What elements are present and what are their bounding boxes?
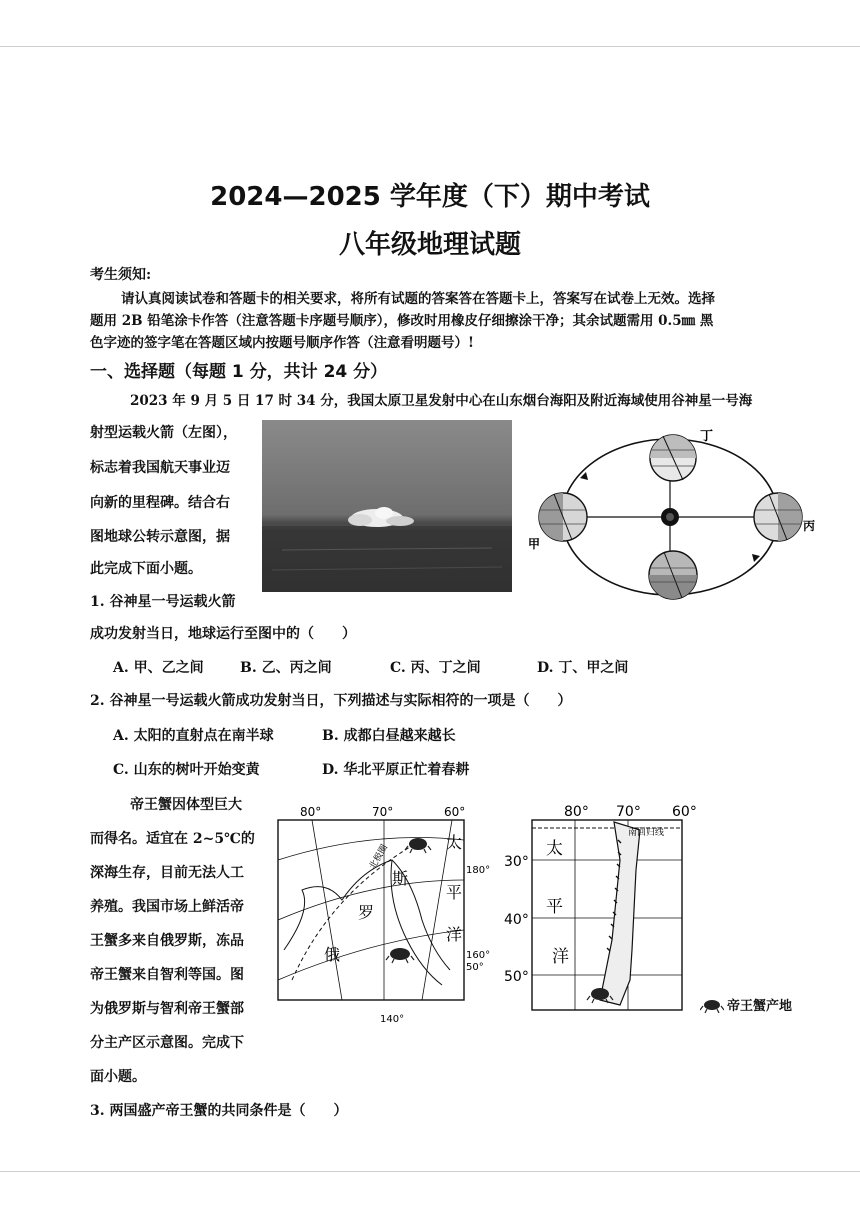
- exam-subtitle: 八年级地理试题: [338, 230, 521, 260]
- king-crab-icon: [700, 997, 724, 1013]
- russia-lat-50: 50°: [466, 962, 484, 973]
- earth-orbit-diagram: [528, 420, 828, 620]
- russia-char-e: 俄: [324, 945, 341, 964]
- russia-char-ping: 平: [446, 883, 463, 902]
- earth-ding: [650, 435, 696, 481]
- q1-option-d: D. 丁、甲之间: [537, 660, 629, 676]
- chile-crab-map: [500, 800, 705, 1015]
- q2-option-b: B. 成都白昼越来越长: [322, 728, 456, 744]
- passage2-line: 分主产区示意图。完成下: [90, 1035, 244, 1051]
- orbit-label-jia: 甲: [528, 537, 541, 551]
- q1-stem-a: 1. 谷神星一号运载火箭: [90, 594, 236, 610]
- notice-label: 考生须知:: [90, 267, 152, 283]
- russia-lon-160: 160°: [466, 950, 491, 961]
- notice-line-3: 色字迹的签字笔在答题区域内按题号顺序作答（注意看明题号）!: [90, 335, 474, 351]
- section-heading: 一、选择题（每题 1 分，共计 24 分）: [90, 362, 388, 382]
- passage1-line: 图地球公转示意图，据: [90, 529, 230, 545]
- rocket-launch-photo: [262, 420, 512, 592]
- russia-crab-map: [272, 800, 492, 1030]
- legend-label: 帝王蟹产地: [727, 999, 793, 1014]
- russia-lon-140: 140°: [380, 1014, 405, 1025]
- russia-char-si: 斯: [392, 869, 409, 888]
- chile-lon-60: 60°: [672, 804, 697, 820]
- notice-line-2: 题用 2B 铅笔涂卡作答（注意答题卡序题号顺序），修改时用橡皮仔细擦涂干净；其余试题需用 0.5㎜ 黑: [90, 313, 714, 329]
- exam-title: 2024—2025 学年度（下）期中考试: [210, 182, 650, 212]
- passage2-line: 养殖。我国市场上鲜活帝: [90, 899, 244, 915]
- q1-option-c: C. 丙、丁之间: [390, 660, 481, 676]
- orbit-label-yi: 乙: [630, 599, 643, 613]
- passage1-line: 射型运载火箭（左图），: [90, 425, 237, 441]
- q3-stem: 3. 两国盛产帝王蟹的共同条件是（ ）: [90, 1103, 348, 1119]
- chile-lat-30: 30°: [504, 854, 529, 870]
- earth-jia: [539, 493, 587, 541]
- passage1-line: 向新的里程碑。结合右: [90, 495, 230, 511]
- passage2-line: 面小题。: [90, 1069, 146, 1085]
- russia-char-tai: 太: [446, 833, 463, 852]
- q1-option-b: B. 乙、丙之间: [240, 660, 332, 676]
- passage2-line: 为俄罗斯与智利帝王蟹部: [90, 1001, 244, 1017]
- map-legend: [700, 995, 792, 1014]
- chile-lon-80: 80°: [564, 804, 589, 820]
- chile-lon-70: 70°: [616, 804, 641, 820]
- q1-option-a: A. 甲、乙之间: [113, 660, 204, 676]
- chile-ocean-yang: 洋: [552, 947, 569, 967]
- russia-lon-180: 180°: [466, 865, 491, 876]
- russia-char-luo: 罗: [358, 903, 375, 922]
- passage2-line: 帝王蟹来自智利等国。图: [90, 967, 244, 983]
- q2-option-a: A. 太阳的直射点在南半球: [113, 728, 274, 744]
- page-top-edge: [0, 46, 860, 47]
- chile-lat-40: 40°: [504, 912, 529, 928]
- page-bottom-edge: [0, 1171, 860, 1172]
- passage2-line: 帝王蟹因体型巨大: [130, 797, 242, 813]
- q2-option-d: D. 华北平原正忙着春耕: [322, 762, 470, 778]
- chile-ocean-ping: 平: [546, 897, 563, 917]
- passage1-line: 此完成下面小题。: [90, 561, 202, 577]
- chile-tropic-label: 南回归线: [628, 828, 665, 838]
- chile-ocean-tai: 太: [546, 839, 563, 859]
- q2-option-c: C. 山东的树叶开始变黄: [113, 762, 260, 778]
- russia-arctic-circle-label: 北极圈: [367, 843, 391, 872]
- q2-stem: 2. 谷神星一号运载火箭成功发射当日，下列描述与实际相符的一项是（ ）: [90, 693, 572, 709]
- q1-stem-b: 成功发射当日，地球运行至图中的（ ）: [90, 626, 356, 642]
- passage1-line: 标志着我国航天事业迈: [90, 460, 230, 476]
- orbit-label-bing: 丙: [803, 519, 816, 533]
- passage2-line: 王蟹多来自俄罗斯，冻品: [90, 933, 244, 949]
- earth-yi: [649, 551, 697, 599]
- passage2-line: 而得名。适宜在 2~5℃的: [90, 831, 255, 847]
- passage2-line: 深海生存，目前无法人工: [90, 865, 244, 881]
- chile-lat-50: 50°: [504, 969, 529, 985]
- notice-line-1: 请认真阅读试卷和答题卡的相关要求，将所有试题的答案答在答题卡上，答案写在试卷上无效。选择: [121, 291, 715, 307]
- russia-lon-70: 70°: [372, 805, 394, 819]
- russia-lon-60: 60°: [444, 805, 466, 819]
- earth-bing: [754, 493, 802, 541]
- orbit-label-ding: 丁: [700, 429, 714, 444]
- passage1-line1: 2023 年 9 月 5 日 17 时 34 分，我国太原卫星发射中心在山东烟台海阳及附近海域使用谷神星一号海: [130, 393, 753, 409]
- russia-char-yang: 洋: [446, 925, 463, 944]
- russia-lon-80: 80°: [300, 805, 322, 819]
